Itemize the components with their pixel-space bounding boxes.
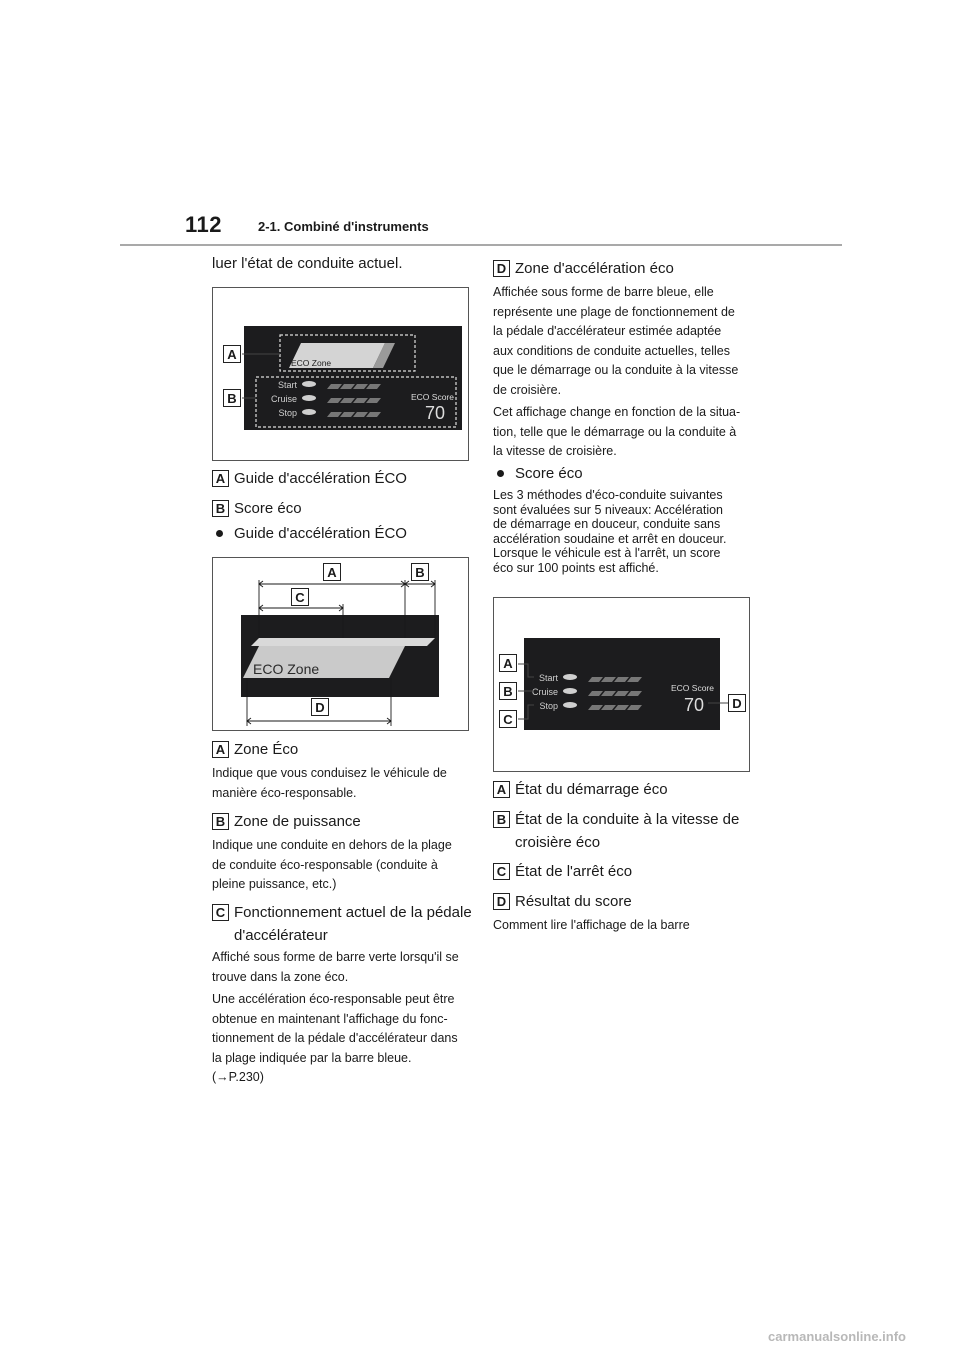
item-pedale-desc2: Une accélération éco-responsable peut être obtenue en maintenant l'affichage du fonc- tionnement de la pédale d'accélérateur dans la plage indiquée par la barre bleue. (→P.230)	[212, 992, 458, 1084]
eco-zone-illustration	[213, 558, 468, 730]
item-pedale-title2: d'accélérateur	[234, 927, 328, 944]
fig2-eco-zone-text: ECO Zone	[253, 661, 320, 677]
header-rule	[120, 244, 842, 246]
chapter-title: 2-1. Combiné d'instruments	[258, 219, 429, 234]
figure-eco-score	[493, 597, 750, 772]
intro-text: luer l'état de conduite actuel.	[212, 255, 403, 272]
item-zone-eco-desc: Indique que vous conduisez le véhicule de manière éco-responsable.	[212, 766, 447, 800]
svg-text:Cruise: Cruise	[531, 687, 558, 697]
footer-watermark: carmanualsonline.info	[768, 1329, 906, 1344]
label-arret: C État de l'arrêt éco	[493, 862, 632, 882]
key-b: B	[212, 500, 229, 517]
label-guide: A Guide d'accélération ÉCO	[212, 469, 407, 489]
label-resultat: D Résultat du score	[493, 892, 632, 912]
fig1-key-b: B	[223, 389, 241, 407]
item-zone-acceleration-desc2: Cet affichage change en fonction de la situa- tion, telle que le démarrage ou la conduite à la vitesse de croisière.	[493, 405, 741, 458]
item-zone-puissance-desc: Indique une conduite en dehors de la plage de conduite éco-responsable (conduite à pleine puissance, etc.)	[212, 838, 452, 891]
fig3-key-d: D	[728, 694, 746, 712]
fig2-key-d: D	[311, 698, 329, 716]
figure-eco-display	[212, 287, 469, 461]
eco-display-illustration	[213, 288, 468, 460]
fig2-key-c: C	[291, 588, 309, 606]
label-demarrage: A État du démarrage éco	[493, 780, 668, 800]
item-zone-acceleration: D Zone d'accélération éco	[493, 259, 674, 279]
fig2-key-b: B	[411, 563, 429, 581]
bullet-guide: Guide d'accélération ÉCO	[212, 525, 407, 542]
item-zone-puissance: B Zone de puissance	[212, 812, 361, 832]
fig3-key-a: A	[499, 654, 517, 672]
eco-score-illustration	[494, 598, 749, 771]
bar-reading-text: Comment lire l'affichage de la barre	[493, 918, 690, 932]
svg-text:Cruise: Cruise	[270, 394, 297, 404]
fig2-key-a: A	[323, 563, 341, 581]
label-croisiere-2: croisière éco	[515, 834, 601, 851]
svg-text:70: 70	[683, 695, 704, 715]
fig3-key-b: B	[499, 682, 517, 700]
score-desc: Les 3 méthodes d'éco-conduite suivantes sont évaluées sur 5 niveaux: Accélération de démarrage en douceur, conduite sans accélération soudaine et arrêt en douceur. Lorsque le véhicule est à l'arrêt, un score éco sur 100 points est affiché.	[493, 488, 727, 575]
svg-text:Stop: Stop	[539, 701, 558, 711]
page-number: 112	[185, 212, 222, 237]
figure-eco-zone	[212, 557, 469, 731]
label-score: B Score éco	[212, 499, 302, 519]
bullet-score: Score éco	[493, 465, 583, 482]
svg-text:Stop: Stop	[278, 408, 297, 418]
fig1-eco-zone-text: ECO Zone	[291, 358, 332, 368]
key-a: A	[212, 470, 229, 487]
svg-text:Start: Start	[277, 380, 297, 390]
svg-text:ECO Score: ECO Score	[411, 392, 454, 402]
svg-text:ECO Score: ECO Score	[671, 683, 714, 693]
item-zone-acceleration-desc: Affichée sous forme de barre bleue, elle représente une plage de fonctionnement de la pédale d'accélérateur estimée adaptée aux conditions de conduite actuelles, telles que le démarrage ou la conduite à la vitesse de croisière.	[493, 285, 739, 397]
svg-text:Start: Start	[538, 673, 558, 683]
item-pedale-desc: Affiché sous forme de barre verte lorsqu'il se trouve dans la zone éco.	[212, 950, 459, 984]
item-zone-eco: A Zone Éco	[212, 740, 298, 760]
label-croisiere: B État de la conduite à la vitesse de	[493, 810, 739, 830]
svg-text:70: 70	[424, 403, 445, 423]
item-pedale: C Fonctionnement actuel de la pédale	[212, 903, 472, 923]
fig1-key-a: A	[223, 345, 241, 363]
bullet-dot	[216, 530, 223, 537]
fig3-key-c: C	[499, 710, 517, 728]
